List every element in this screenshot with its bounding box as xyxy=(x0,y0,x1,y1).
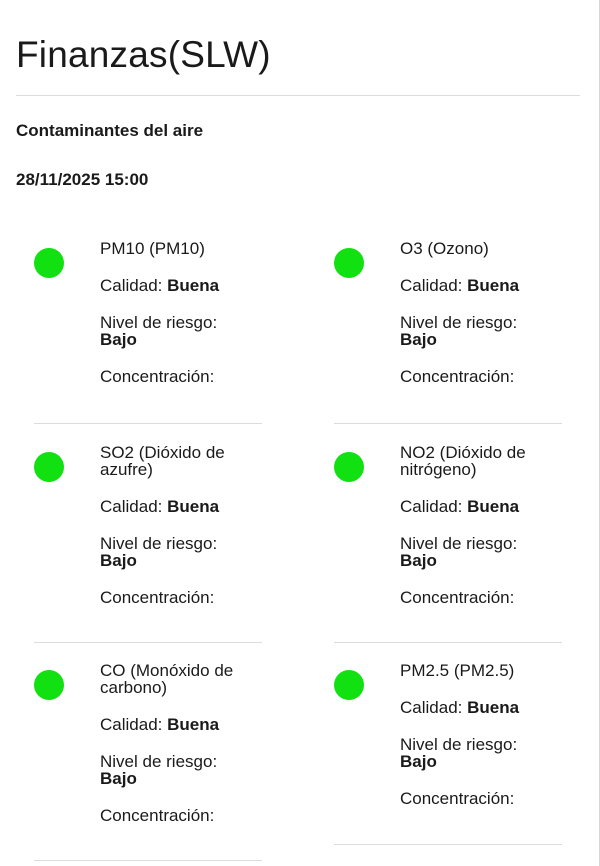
risk-label: Nivel de riesgo: xyxy=(400,313,518,332)
card-divider xyxy=(34,423,262,424)
quality-label: Calidad: xyxy=(400,497,463,516)
pollutant-info xyxy=(100,662,260,824)
pollutant-name: PM10 (PM10) xyxy=(100,239,205,258)
concentration-label: Concentración: xyxy=(100,588,215,607)
section-subtitle: Contaminantes del aire xyxy=(16,121,204,140)
pollutant-info xyxy=(100,444,260,606)
quality-row xyxy=(100,498,260,515)
pollutant-name: O3 (Ozono) xyxy=(400,239,489,258)
quality-value: Buena xyxy=(167,276,220,295)
page-title: Finanzas(SLW) xyxy=(16,34,271,75)
measurement-datetime: 28/11/2025 15:00 xyxy=(16,170,149,189)
risk-value: Bajo xyxy=(100,769,137,788)
risk-value: Bajo xyxy=(400,551,437,570)
status-dot-icon xyxy=(34,452,64,482)
quality-label: Calidad: xyxy=(400,276,463,295)
quality-value: Buena xyxy=(167,497,220,516)
pollutant-card-pm10 xyxy=(34,240,262,400)
quality-value: Buena xyxy=(167,715,220,734)
card-divider xyxy=(334,844,562,845)
pollutant-info xyxy=(400,662,560,807)
card-divider xyxy=(334,423,562,424)
pollutant-name: PM2.5 (PM2.5) xyxy=(400,661,515,680)
risk-value: Bajo xyxy=(400,330,437,349)
pollutant-card-co xyxy=(34,662,262,832)
card-divider xyxy=(34,860,262,861)
quality-value: Buena xyxy=(467,698,520,717)
quality-row xyxy=(400,498,560,515)
pollutant-name: CO (Monóxido de carbono) xyxy=(100,661,234,697)
concentration-label: Concentración: xyxy=(100,367,215,386)
quality-label: Calidad: xyxy=(100,276,163,295)
concentration-label: Concentración: xyxy=(400,367,515,386)
quality-label: Calidad: xyxy=(100,715,163,734)
status-dot-icon xyxy=(334,452,364,482)
quality-value: Buena xyxy=(467,497,520,516)
risk-value: Bajo xyxy=(100,330,137,349)
risk-label: Nivel de riesgo: xyxy=(100,313,218,332)
risk-label: Nivel de riesgo: xyxy=(100,752,218,771)
pollutant-card-o3 xyxy=(334,240,562,400)
quality-row xyxy=(400,699,560,716)
quality-value: Buena xyxy=(467,276,520,295)
risk-value: Bajo xyxy=(400,752,437,771)
concentration-label: Concentración: xyxy=(100,806,215,825)
risk-row xyxy=(100,753,260,787)
risk-row xyxy=(100,535,260,569)
risk-value: Bajo xyxy=(100,551,137,570)
risk-row xyxy=(100,314,260,348)
pollutant-name: NO2 (Dióxido de nitrógeno) xyxy=(400,443,526,479)
quality-label: Calidad: xyxy=(400,698,463,717)
card-divider xyxy=(34,642,262,643)
quality-label: Calidad: xyxy=(100,497,163,516)
quality-row xyxy=(100,277,260,294)
quality-row xyxy=(400,277,560,294)
pollutant-info xyxy=(400,240,560,385)
pollutant-card-no2 xyxy=(334,444,562,614)
concentration-label: Concentración: xyxy=(400,588,515,607)
risk-row xyxy=(400,314,560,348)
card-divider xyxy=(334,642,562,643)
risk-label: Nivel de riesgo: xyxy=(400,735,518,754)
risk-label: Nivel de riesgo: xyxy=(100,534,218,553)
pollutant-card-so2 xyxy=(34,444,262,614)
status-dot-icon xyxy=(34,248,64,278)
pollutant-info xyxy=(400,444,560,606)
risk-row xyxy=(400,535,560,569)
title-divider xyxy=(16,95,580,96)
risk-label: Nivel de riesgo: xyxy=(400,534,518,553)
status-dot-icon xyxy=(34,670,64,700)
risk-row xyxy=(400,736,560,770)
status-dot-icon xyxy=(334,670,364,700)
quality-row xyxy=(100,716,260,733)
pollutant-info xyxy=(100,240,260,385)
pollutant-card-pm25 xyxy=(334,662,562,822)
status-dot-icon xyxy=(334,248,364,278)
concentration-label: Concentración: xyxy=(400,789,515,808)
pollutant-name: SO2 (Dióxido de azufre) xyxy=(100,443,225,479)
